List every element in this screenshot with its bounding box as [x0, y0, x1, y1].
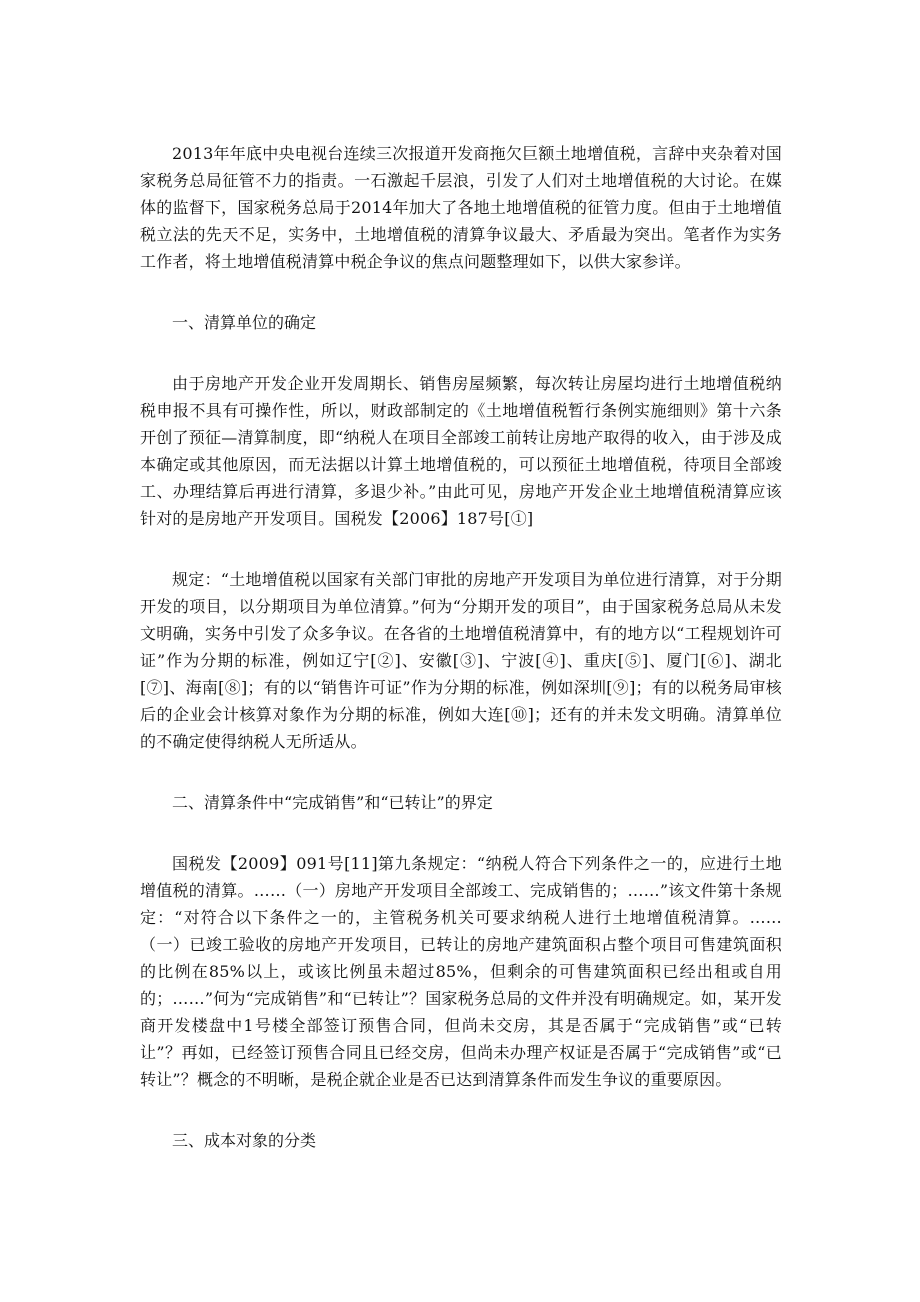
section-heading-2: 二、清算条件中“完成销售”和“已转让”的界定: [172, 793, 493, 812]
section-1-paragraph-2: 规定：“土地增值税以国家有关部门审批的房地产开发项目为单位进行清算，对于分期开发的项目，以分期项目为单位清算。”何为“分期开发的项目”，由于国家税务总局从未发文明确，实务中引发了众多争议。在各省的土地增值税清算中，有的地方以“工程规划许可证”作为分期的标准，例如辽宁[②]、安徽[③]、宁波[④]、重庆[⑤]、厦门[⑥]、湖北[⑦]、海南[⑧]；有的以“销售许可证”作为分期的标准，例如深圳[⑨]；有的以税务局审核后的企业会计核算对象作为分期的标准，例如大连[⑩]；还有的并未发文明确。清算单位的不确定使得纳税人无所适从。: [140, 570, 782, 751]
intro-paragraph: 2013年年底中央电视台连续三次报道开发商拖欠巨额土地增值税，言辞中夹杂着对国家税务总局征管不力的指责。一石激起千层浪，引发了人们对土地增值税的大讨论。在媒体的监督下，国家税务总局于2014年加大了各地土地增值税的征管力度。但由于土地增值税立法的先天不足，实务中，土地增值税的清算争议最大、矛盾最为突出。笔者作为实务工作者，将土地增值税清算中税企争议的焦点问题整理如下，以供大家参详。: [140, 144, 782, 271]
section-2-paragraph-1: 国税发【2009】091号[11]第九条规定：“纳税人符合下列条件之一的，应进行土地增值税的清算。……（一）房地产开发项目全部竣工、完成销售的；……”该文件第十条规定：“对符合以下条件之一的，主管税务机关可要求纳税人进行土地增值税清算。……（一）已竣工验收的房地产开发项目，已转让的房地产建筑面积占整个项目可售建筑面积的比例在85%以上，或该比例虽未超过85%，但剩余的可售建筑面积已经出租或自用的；……”何为“完成销售”和“已转让”？国家税务总局的文件并没有明确规定。如，某开发商开发楼盘中1号楼全部签订预售合同，但尚未交房，其是否属于“完成销售”或“已转让”？再如，已经签订预售合同且已经交房，但尚未办理产权证是否属于“完成销售”或“已转让”？概念的不明晰，是税企就企业是否已达到清算条件而发生争议的重要原因。: [140, 854, 782, 1089]
document-body: [140, 140, 782, 1188]
section-heading-3: 三、成本对象的分类: [172, 1131, 317, 1150]
section-1-paragraph-1: 由于房地产开发企业开发周期长、销售房屋频繁，每次转让房屋均进行土地增值税纳税申报不具有可操作性，所以，财政部制定的《土地增值税暂行条例实施细则》第十六条开创了预征—清算制度，即“纳税人在项目全部竣工前转让房地产取得的收入，由于涉及成本确定或其他原因，而无法据以计算土地增值税的，可以预征土地增值税，待项目全部竣工、办理结算后再进行清算，多退少补。”由此可见，房地产开发企业土地增值税清算应该针对的是房地产开发项目。国税发【2006】187号[①]: [140, 374, 782, 528]
section-heading-1: 一、清算单位的确定: [172, 313, 317, 332]
